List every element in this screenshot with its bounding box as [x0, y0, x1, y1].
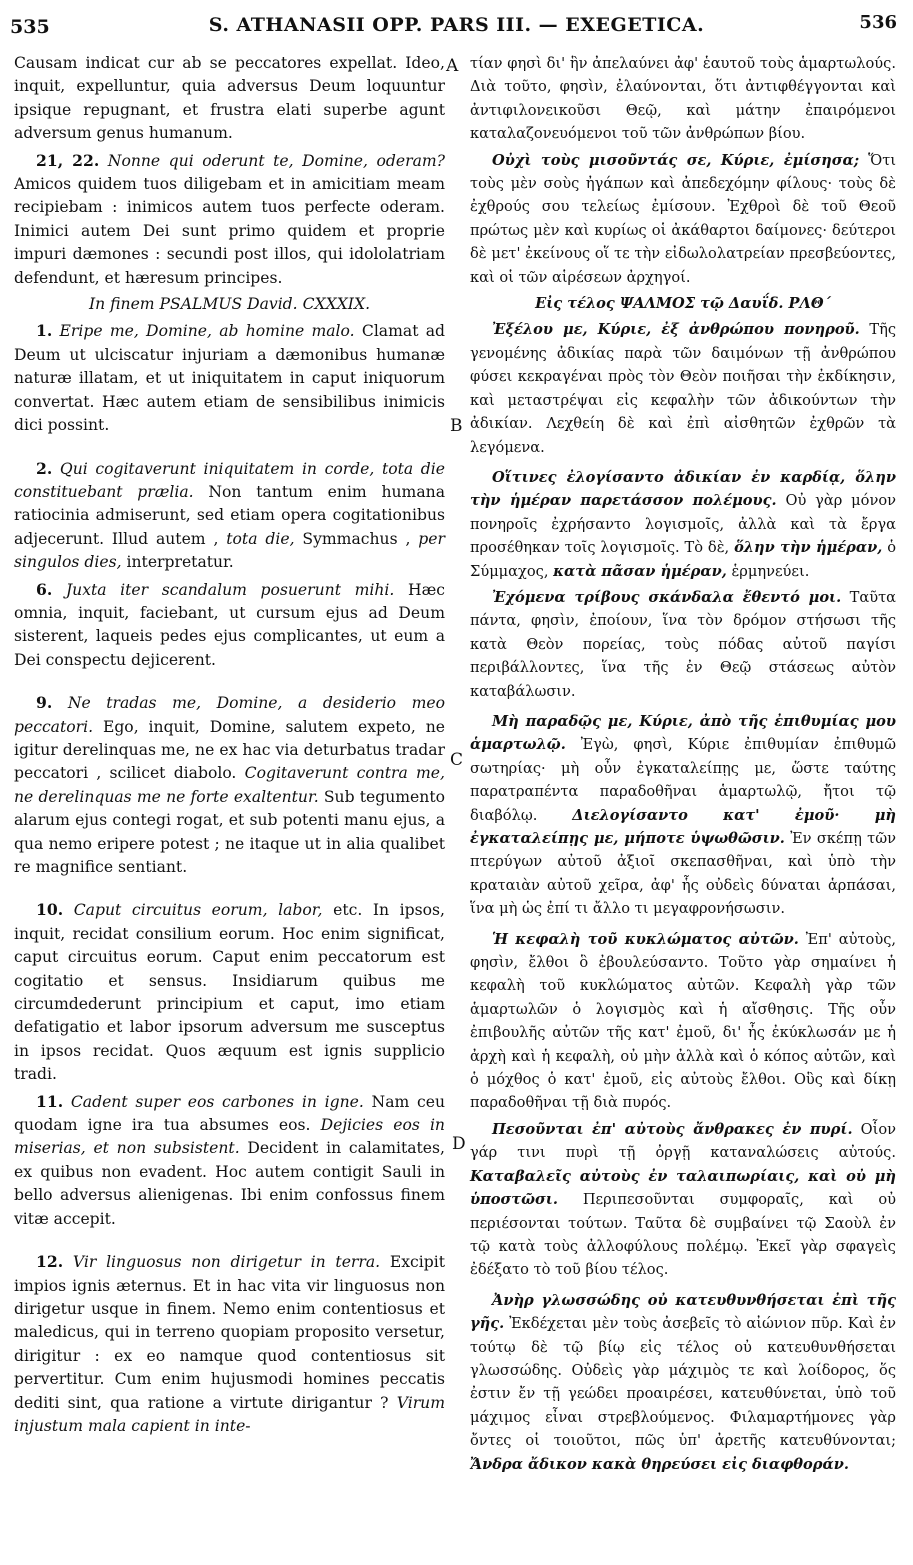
greek-paragraph: Οὐχὶ τοὺς μισοῦντάς σε, Κύριε, ἐμίσησα; Ὅτι τοὺς μὲν σοὺς ἠγάπων καὶ ἀπεδεχόμην φίλους· τοὺς δὲ ἐχθρούς σου τελείως ἐμίσουν. Ἐχθροὶ δὲ τοῦ Θεοῦ πρώτως μὲν καὶ κυρίως οἱ ἀκάθαρτοι δαίμονες· δεύτεροι δὲ μετ' ἐκείνους οἵ τε τὴν εἰδωλολατρείαν πρεσβεύοντες, καὶ οἱ τῶν αἱρέσεων ἀρχηγοί.: [470, 151, 897, 286]
running-header: [0, 12, 913, 40]
psalm-title-greek: Εἰς τέλος ΨΑΛΜΟΣ τῷ Δαυΐδ. ΡΛΘ´: [535, 295, 831, 313]
latin-paragraph: 11. Cadent super eos carbones in igne. Nam ceu quodam igne ira tua absumes eos. Dejicies eos in miserias, et non subsistent. Decident in calamitates, ex quibus non evadent. Hoc autem contigit Sauli in bello adversus alienigenas. Ibi enim confossus finem vitæ accepit.: [14, 1091, 446, 1228]
latin-paragraph: 12. Vir linguosus non dirigetur in terra. Excipit impios ignis æternus. Et in hac vita vir linguosus non dirigetur usque in finem. Nemo enim contentiosus et maledicus, qui in terreno quopiam proposito versetur, dirigitur : ex eo namque quod contentiosus sit pervertitur. Cum enim hujusmodi homines peccatis dediti sint, qua ratione a virtute dirigantur ? Virum injustum mala capient in inte-: [14, 1252, 445, 1435]
psalm-title-latin: In finem PSALMUS David. CXXXIX.: [88, 295, 371, 314]
greek-paragraph: Ἀνὴρ γλωσσώδης οὐ κατευθυνθήσεται ἐπὶ τῆς γῆς. Ἐκδέχεται μὲν τοὺς ἀσεβεῖς τὸ αἰώνιον πῦρ. Καὶ ἐν τούτῳ δὲ τῷ βίῳ εἰς τέλος οὐ κατευθυνθήσεται γλωσσώδης. Οὐδεὶς γὰρ μάχιμὸς τε καὶ λοίδορος, ὅς ἐστιν ἔν τῇ γεώδει προαιρέσει, κατευθύνεται, ὑπὸ τοῦ μάχιμος εἶναι στρεβλούμενος. Φιλαμαρτήμονες γὰρ ὄντες οἱ τοιοῦτοι, πῶς ὑπ' ἀρετῆς κατευθύνονται; Ἄνδρα ἄδικον κακὰ θηρεύσει εἰς διαφθοράν.: [470, 1291, 896, 1473]
greek-paragraph: Ἡ κεφαλὴ τοῦ κυκλώματος αὐτῶν. Ἐπ' αὐτοὺς, φησὶν, ἔλθοι ὃ ἐβουλεύσαντο. Τοῦτο γὰρ σημαίνει ἡ κεφαλὴ τοῦ κυκλώματος αὐτῶν. Κεφαλὴ γὰρ τῶν ἁμαρτωλῶν ὁ λογισμὸς καὶ ἡ αἴσθησις. Τῆς οὖν ἐπιβουλῆς αὐτῶν τῆς κατ' ἐμοῦ, δι' ἧς ἐκύκλωσάν με ἡ ἀρχὴ καὶ ἡ κεφαλὴ, οὐ μὴν ἀλλὰ καὶ ὁ κόπος αὐτῶν, καὶ ὁ μόχθος ὁ κατ' ἐμοῦ, εἰς αὐτοὺς ἔλθοι. Οὓς καὶ δίκῃ παραδοθῆναι τῇ διὰ πυρός.: [470, 930, 897, 1112]
greek-paragraph: Πεσοῦνται ἐπ' αὐτοὺς ἄνθρακες ἐν πυρί. Οἷον γάρ τινι πυρὶ τῇ ὀργῇ καταναλώσεις αὐτούς. Καταβαλεῖς αὐτοὺς ἐν ταλαιπωρίαις, καὶ οὐ μὴ ὑποστῶσι. Περιπεσοῦνται συμφοραῖς, καὶ οὐ περιέσονται τούτων. Ταῦτα δὲ συμβαίνει τῷ Σαοὺλ ἐν τῷ κατὰ τοὺς ἀλλοφύλους πολέμῳ. Ἐκεῖ γὰρ σφαγεὶς ἐδέξατο τὸ τοῦ βίου τέλος.: [470, 1120, 896, 1279]
greek-paragraph: τίαν φησὶ δι' ἣν ἀπελαύνει ἀφ' ἑαυτοῦ τοὺς ἁμαρτωλούς. Διὰ τοῦτο, φησὶν, ἐλαύνονται, ὅτι ἀντιφθέγγονται καὶ ἀντιφιλονεικοῦσι Θεῷ, καὶ μάτην ἐπαιρόμενοι καταλαζονευόμενοι τοῦ τῶν ἀνθρώπων βίου.: [470, 55, 896, 143]
page-number-right: 536: [859, 12, 897, 33]
greek-paragraph: Μὴ παραδῷς με, Κύριε, ἀπὸ τῆς ἐπιθυμίας μου ἁμαρτωλῷ. Ἐγὼ, φησὶ, Κύριε ἐπιθυμίαν ἐπιθυμῶ σωτηρίας· μὴ οὖν ἐγκαταλείπῃς με, ὥστε ταύτης παρατραπέντα παραδοθῆναι ἁμαρτωλῷ, ἤτοι τῷ διαβόλῳ. Διελογίσαντο κατ' ἐμοῦ· μὴ ἐγκαταλείπῃς με, μήποτε ὑψωθῶσιν. Ἐν σκέπῃ τῶν πτερύγων αὐτοῦ ἀξιοῖ σκεπασθῆναι, καὶ ὑπὸ τὴν κραταιὰν αὐτοῦ χεῖρα, ἀφ' ἧς οὐδεὶς δύναται ἁρπάσαι, ἵνα μὴ ὡς ἐπί τι ἄλλο τι μεγαφρονήσωσιν.: [470, 712, 897, 918]
latin-paragraph: 2. Qui cogitaverunt iniquitatem in corde, tota die constituebant prælia. Non tantum enim humana ratiocinia admiserunt, sed etiam opera cogitationibus adjecerunt. Illud autem , tota die, Symmachus , per singulos dies, interpretatur.: [14, 458, 445, 572]
latin-paragraph: 6. Juxta iter scandalum posuerunt mihi. Hæc omnia, inquit, faciebant, ut cursum ejus ad Deum sisterent, laqueis pedes ejus complicantes, ut eum a Dei conspectu dejicerent.: [14, 579, 445, 669]
latin-paragraph: 10. Caput circuitus eorum, labor, etc. In ipsos, inquit, recidat consilium eorum. Hoc enim significat, caput circuitus eorum. Caput enim peccatorum est cogitatio et sensus. Insidiarum quibus me circumdederunt principium et caput, imo etiam defatigatio et labor ipsorum adversum me susceptus in ipsos recidat. Quos æquum est ignis supplicio tradi.: [14, 900, 445, 1084]
page-number-left: 535: [10, 16, 50, 38]
greek-paragraph: Οἵτινες ἐλογίσαντο ἀδικίαν ἐν καρδίᾳ, ὅλην τὴν ἡμέραν παρετάσσον πολέμους. Οὐ γὰρ μόνον πονηροῖς ἐχρήσαντο λογισμοῖς, ἀλλὰ καὶ τὰ ἔργα προσέθηκαν τοῖς λογισμοῖς. Τὸ δὲ, ὅλην τὴν ἡμέραν, ὁ Σύμμαχος, κατὰ πᾶσαν ἡμέραν, ἑρμηνεύει.: [470, 468, 896, 580]
margin-letter-a: A: [446, 56, 459, 76]
greek-paragraph: Ἐχόμενα τρίβους σκάνδαλα ἔθεντό μοι. Ταῦτα πάντα, φησὶν, ἐποίουν, ἵνα τὸν δρόμον στήσωσι τῆς κατὰ Θεὸν πορείας, τοὺς πόδας αὐτοῦ παγίσι περιβάλλοντες, ἵνα τῆς ἐν Θεῷ στάσεως αὐτὸν καταβάλωσιν.: [470, 588, 896, 700]
latin-paragraph: 1. Eripe me, Domine, ab homine malo. Clamat ad Deum ut ulciscatur injuriam a dæmonibus humanæ naturæ illatam, et ut iniquitatem in caput iniquorum convertat. Hæc autem etiam de sensibilibus inimicis dici possint.: [14, 321, 445, 435]
latin-column: [14, 52, 445, 1441]
greek-column: [470, 52, 896, 1479]
latin-paragraph: 21, 22. Nonne qui oderunt te, Domine, oderam? Amicos quidem tuos diligebam et in amicitiam meam recipiebam : inimicos autem tuos perfecte oderam. Inimici autem Dei sunt primo quidem et proprie impuri dæmones : secundi post illos, qui idololatriam defendunt, et hæresum principes.: [14, 150, 446, 287]
greek-paragraph: Ἐξέλου με, Κύριε, ἐξ ἀνθρώπου πονηροῦ. Τῆς γενομένης ἀδικίας παρὰ τῶν δαιμόνων τῇ ἀνθρώπου φύσει κεκραγέναι πρὸς τὸν Θεὸν ποιῆσαι τὴν ἐκδίκησιν, καὶ μεταστρέψαι εἰς κεφαλὴν τῶν ἀδικούντων τὴν ἀδικίαν. Λεχθείη δὲ καὶ ἐπὶ αἰσθητῶν ἐχθρῶν τὰ λεγόμενα.: [470, 321, 896, 456]
running-title: S. ATHANASII OPP. PARS III. — EXEGETICA.: [208, 14, 705, 36]
margin-letter-b: B: [450, 416, 463, 436]
margin-letter-d: D: [452, 1134, 466, 1154]
latin-paragraph: Causam indicat cur ab se peccatores expellat. Ideo, inquit, expelluntur, quia adversus Deum loquuntur ipsique repugnant, et frustra elati superbe agunt adversum genus humanum.: [14, 54, 445, 143]
latin-paragraph: 9. Ne tradas me, Domine, a desiderio meo peccatori. Ego, inquit, Domine, salutem expeto, ne igitur derelinquas me, ne ex hac via deturbatus tradar peccatori , scilicet diabolo. Cogitaverunt contra me, ne derelinquas me ne forte exaltentur. Sub tegumento alarum ejus contegi rogat, et sub potenti manu ejus, a qua nemo eripere potest ; ne itaque ut in alia qualibet re magnifice sentiant.: [14, 693, 446, 876]
margin-letter-c: C: [450, 750, 464, 770]
